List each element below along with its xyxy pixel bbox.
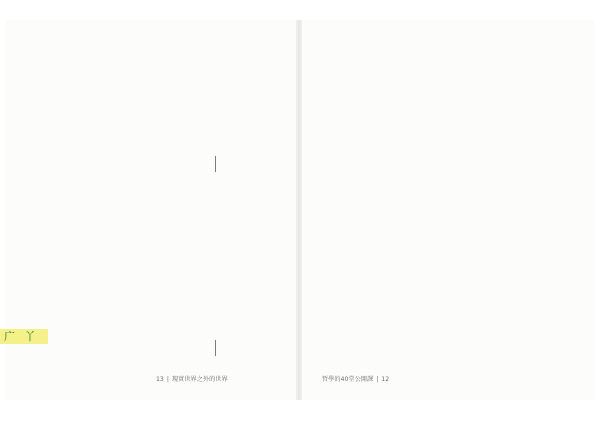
- left-page-body-text: [26, 34, 194, 352]
- left-page-number: 13: [156, 376, 164, 383]
- left-page-running-title: 現實世界之外的世界: [171, 376, 228, 383]
- book-spread: [6, 20, 594, 400]
- left-page: [6, 20, 296, 400]
- right-page: [302, 20, 594, 400]
- right-page-footer: 哲學的40堂公開課 | 12: [322, 376, 390, 383]
- right-page-running-title: 哲學的40堂公開課: [322, 376, 374, 383]
- section-heading: [206, 178, 226, 334]
- left-page-footer: 13 | 現實世界之外的世界: [156, 376, 228, 383]
- section-heading-block: [204, 156, 228, 356]
- heading-top-rule: [215, 156, 216, 172]
- highlight-tag: 广 丫: [0, 329, 48, 344]
- left-page-opening-text: [202, 34, 278, 146]
- right-page-number: 12: [381, 376, 390, 383]
- right-page-body-text: [316, 34, 584, 352]
- heading-bottom-rule: [215, 340, 216, 356]
